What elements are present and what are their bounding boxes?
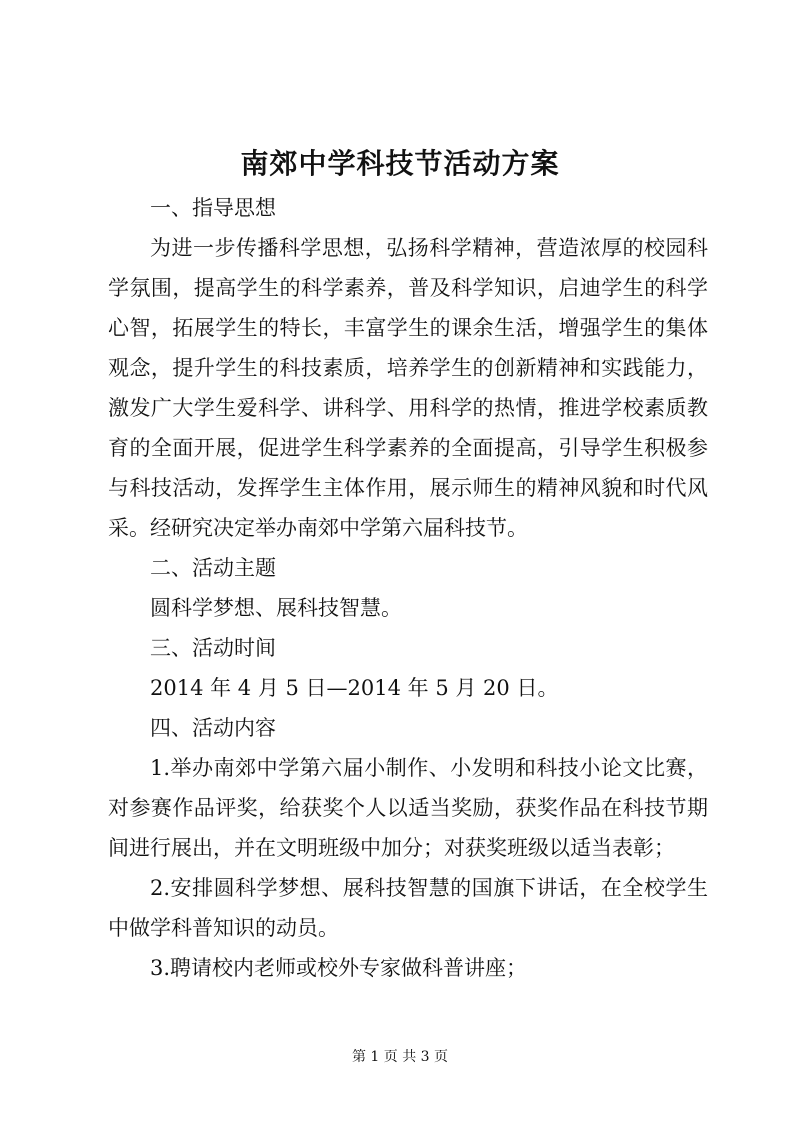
paragraph-line: 圆科学梦想、展科技智慧。: [150, 596, 402, 620]
page-number-footer: 第 1 页 共 3 页: [351, 1049, 449, 1065]
section-heading-theme: 二、活动主题: [150, 556, 276, 580]
section-heading-time: 三、活动时间: [150, 636, 276, 660]
paragraph-line: 育的全面开展，促进学生科学素养的全面提高，引导学生积极参: [108, 436, 708, 460]
paragraph-line: 激发广大学生爱科学、讲科学、用科学的热情，推进学校素质教: [108, 396, 708, 420]
paragraph-line: 为进一步传播科学思想，弘扬科学精神，营造浓厚的校园科: [150, 236, 708, 260]
paragraph-line: 1.举办南郊中学第六届小制作、小发明和科技小论文比赛，: [150, 756, 708, 780]
section-heading-guiding-ideology: 一、指导思想: [150, 196, 276, 220]
paragraph-line: 2014 年 4 月 5 日—2014 年 5 月 20 日。: [150, 676, 559, 700]
paragraph-line: 对参赛作品评奖，给获奖个人以适当奖励，获奖作品在科技节期: [108, 796, 708, 820]
paragraph-line: 采。经研究决定举办南郊中学第六届科技节。: [108, 516, 528, 540]
paragraph-line: 与科技活动，发挥学生主体作用，展示师生的精神风貌和时代风: [108, 476, 708, 500]
paragraph-line: 心智，拓展学生的特长，丰富学生的课余生活，增强学生的集体: [108, 316, 708, 340]
paragraph-line: 2.安排圆科学梦想、展科技智慧的国旗下讲话，在全校学生: [150, 876, 708, 900]
paragraph-line: 学氛围，提高学生的科学素养，普及科学知识，启迪学生的科学: [108, 276, 708, 300]
paragraph-line: 中做学科普知识的动员。: [108, 916, 339, 940]
paragraph-line: 间进行展出，并在文明班级中加分；对获奖班级以适当表彰；: [108, 836, 675, 860]
paragraph-line: 观念，提升学生的科技素质，培养学生的创新精神和实践能力，: [108, 356, 708, 380]
section-heading-content: 四、活动内容: [150, 716, 276, 740]
document-body: [108, 188, 708, 988]
document-title: 南郊中学科技节活动方案: [240, 147, 560, 180]
paragraph-line: 3.聘请校内老师或校外专家做科普讲座；: [150, 956, 528, 980]
